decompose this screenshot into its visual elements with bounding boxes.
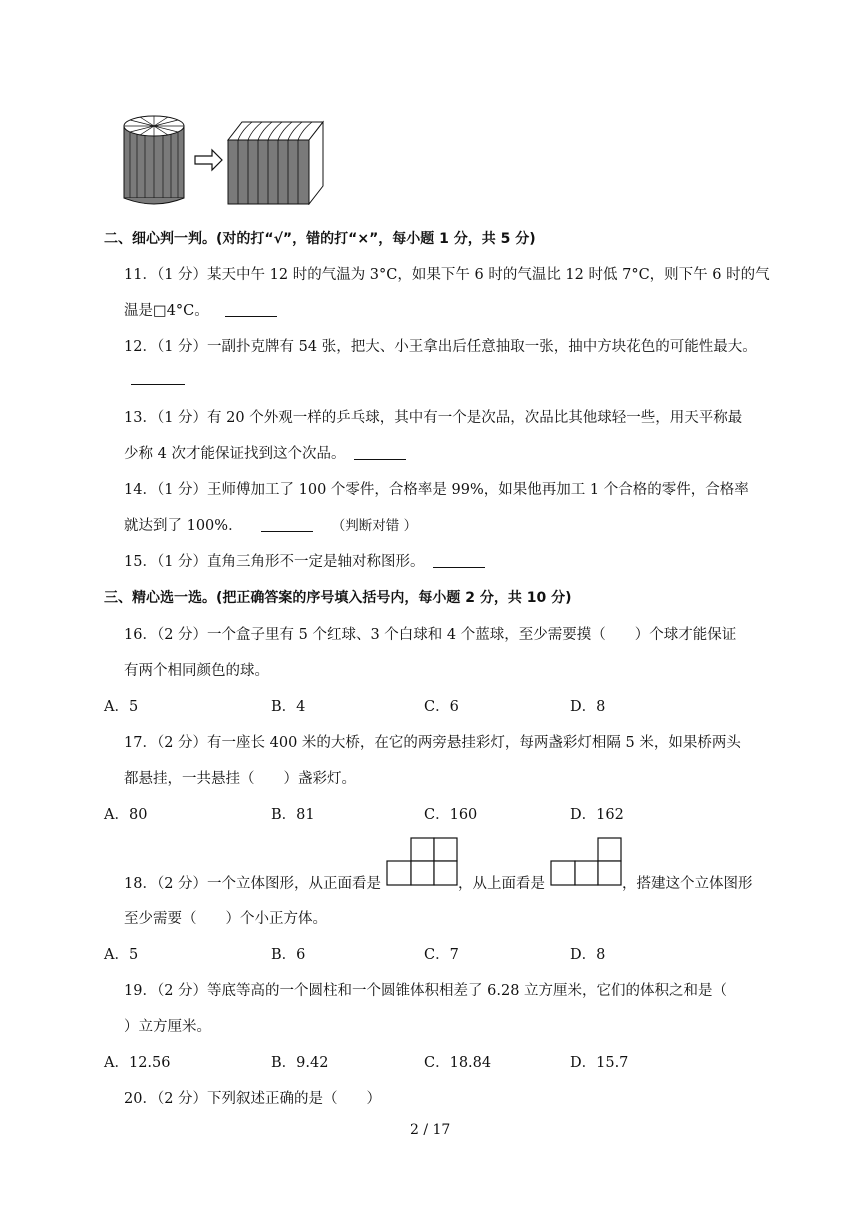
- answer-blank-14[interactable]: [261, 517, 313, 532]
- option-18-c[interactable]: C．7: [424, 947, 459, 963]
- option-19-d[interactable]: D．15.7: [570, 1055, 629, 1071]
- option-18-a[interactable]: A．5: [104, 947, 139, 963]
- question-13-text: 少称 4 次才能保证找到这个次品。: [124, 446, 346, 462]
- question-14-text: 就达到了 100%．: [124, 518, 243, 534]
- arrow-right-icon: [195, 150, 222, 170]
- question-11-line-1: 11．（1 分）某天中午 12 时的气温为 3°C，如果下午 6 时的气温比 12 时低 7°C，则下午 6 时的气: [124, 267, 770, 283]
- question-11-line-2: [124, 299, 277, 320]
- question-17-line-1: 17．（2 分）有一座长 400 米的大桥，在它的两旁悬挂彩灯，每两盏彩灯相隔 5 米，如果桥两头: [124, 735, 741, 751]
- question-20-line-1: 20．（2 分）下列叙述正确的是（ ）: [124, 1091, 382, 1107]
- option-19-b[interactable]: B．9.42: [271, 1055, 329, 1071]
- answer-blank-13[interactable]: [354, 445, 406, 460]
- option-16-c[interactable]: C．6: [424, 699, 459, 715]
- option-16-b[interactable]: B．4: [271, 699, 306, 715]
- section-heading-judge: 二、细心判一判。(对的打“√”，错的打“×”，每小题 1 分，共 5 分): [104, 231, 536, 247]
- top-view-figure: [550, 837, 624, 887]
- page-number: 2 / 17: [410, 1122, 451, 1138]
- option-17-a[interactable]: A．80: [104, 807, 148, 823]
- answer-blank-12[interactable]: [131, 370, 185, 385]
- question-12-line-1: 12．（1 分）一副扑克牌有 54 张，把大、小王拿出后任意抽取一张，抽中方块花色的可能性最大。: [124, 339, 757, 355]
- option-18-b[interactable]: B．6: [271, 947, 306, 963]
- cylinder-figure: [124, 116, 184, 204]
- cylinder-to-prism-figure: [118, 110, 328, 205]
- question-14-note: （判断对错 ）: [331, 518, 418, 534]
- question-19-line-1: 19．（2 分）等底等高的一个圆柱和一个圆锥体积相差了 6.28 立方厘米，它们的体积之和是（: [124, 983, 728, 999]
- option-18-d[interactable]: D．8: [570, 947, 606, 963]
- question-19-line-2: ）立方厘米。: [124, 1019, 211, 1035]
- option-17-b[interactable]: B．81: [271, 807, 315, 823]
- question-18-line-2: 至少需要（ ）个小正方体。: [124, 911, 327, 927]
- question-13-line-1: 13．（1 分）有 20 个外观一样的乒乓球，其中有一个是次品，次品比其他球轻一些，用天平称最: [124, 410, 743, 426]
- question-18-part-1: 18．（2 分）一个立体图形，从正面看是: [124, 876, 382, 892]
- front-view-figure: [386, 837, 460, 887]
- option-17-c[interactable]: C．160: [424, 807, 478, 823]
- question-18-part-3: ，搭建这个立体图形: [622, 876, 753, 892]
- option-19-a[interactable]: A．12.56: [104, 1055, 171, 1071]
- question-15-line-1: [124, 550, 485, 571]
- question-17-line-2: 都悬挂，一共悬挂（ ）盏彩灯。: [124, 771, 356, 787]
- question-13-line-2: [124, 442, 406, 463]
- answer-blank-15[interactable]: [433, 553, 485, 568]
- option-16-d[interactable]: D．8: [570, 699, 606, 715]
- question-14-line-2: [124, 514, 417, 535]
- answer-blank-11[interactable]: [225, 302, 277, 317]
- question-15-text: 15．（1 分）直角三角形不一定是轴对称图形。: [124, 554, 425, 570]
- question-14-line-1: 14．（1 分）王师傅加工了 100 个零件，合格率是 99%，如果他再加工 1 个合格的零件，合格率: [124, 482, 749, 498]
- option-17-d[interactable]: D．162: [570, 807, 624, 823]
- option-16-a[interactable]: A．5: [104, 699, 139, 715]
- question-16-line-1: 16．（2 分）一个盒子里有 5 个红球、3 个白球和 4 个蓝球，至少需要摸（ ）个球才能保证: [124, 627, 737, 643]
- section-heading-choose: 三、精心选一选。(把正确答案的序号填入括号内，每小题 2 分，共 10 分): [104, 590, 572, 606]
- sliced-prism-figure: [228, 122, 323, 204]
- question-16-line-2: 有两个相同颜色的球。: [124, 663, 269, 679]
- option-19-c[interactable]: C．18.84: [424, 1055, 492, 1071]
- question-12-line-2: [131, 370, 185, 387]
- question-18-part-2: ，从上面看是: [458, 876, 545, 892]
- question-11-text: 温是□4°C。: [124, 303, 209, 319]
